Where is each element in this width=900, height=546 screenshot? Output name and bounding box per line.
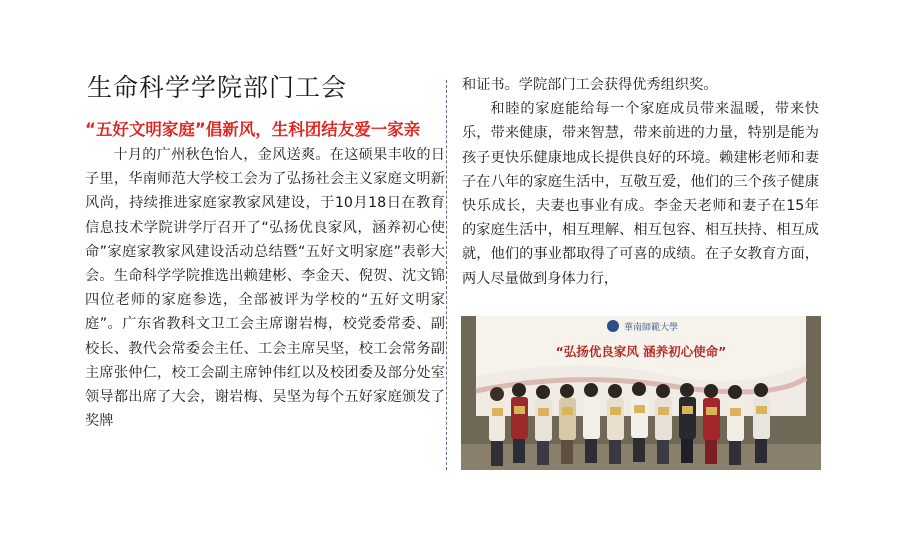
article-headline: “五好文明家庭”倡新风，生科团结友爱一家亲 <box>85 120 421 139</box>
article-paragraph-right: 和睦的家庭能给每一个家庭成员带来温暖，带来快乐，带来健康，带来智慧，带来前进的力量，特别是能为孩子更快乐健康地成长提供良好的环境。赖建彬老师和妻子在八年的家庭生活中，互敬互爱，他们的三个孩子健康快乐成长，夫妻也事业有成。李金天老师和妻子在15年的家庭生活中，相互理解、相互包容、相互扶持、相互成就，他们的事业都取得了可喜的成绩。在子女教育方面，两人尽量做到身体力行， <box>462 101 819 287</box>
left-column <box>85 72 445 433</box>
ceremony-photo-drawing <box>461 316 821 470</box>
right-column <box>462 73 819 291</box>
article-paragraph-left: 十月的广州秋色怡人，金风送爽。在这硕果丰收的日子里，华南师范大学校工会为了弘扬社会主义家庭文明新风尚，持续推进家庭家教家风建设，于10月18日在教育信息技术学院讲学厅召开了“弘扬优良家风，涵养初心使命”家庭家教家风建设活动总结暨“五好文明家庭”表彰大会。生命科学学院推选出赖建彬、李金天、倪贺、沈文锦四位老师的家庭参选，全部被评为学校的“五好文明家庭”。广东省教科文卫工会主席谢岩梅，校党委常委、副校长、教代会常委会主任、工会主席吴坚，校工会常务副主席张仲仁，校工会副主席钟伟红以及校团委及部分处室领导都出席了大会，谢岩梅、吴坚为每个五好家庭颁发了奖牌 <box>85 147 445 430</box>
university-logo-text: 華南師範大學 <box>624 323 679 333</box>
university-emblem-icon <box>607 320 619 332</box>
department-title: 生命科学学院部门工会 <box>87 73 348 102</box>
banner-slogan: “弘扬优良家风 涵养初心使命” <box>555 344 727 359</box>
award-ceremony-photo <box>461 316 821 470</box>
column-divider <box>446 80 447 470</box>
article-paragraph-continued: 和证书。学院部门工会获得优秀组织奖。 <box>462 77 718 93</box>
